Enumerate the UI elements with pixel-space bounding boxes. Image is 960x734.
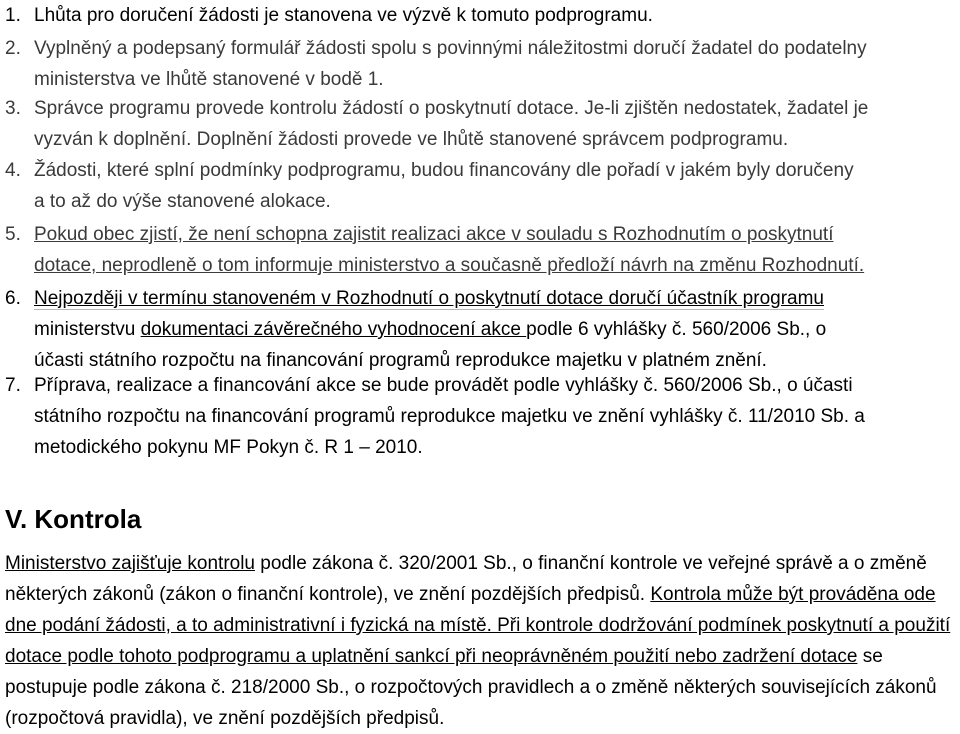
paragraph-text: podle zákona č. 320/2001 Sb., o finanční kontrole ve veřejné správě a o změně některých zákonů (zákon o finanční kontrole), ve znění pozdějších předpisů. xyxy=(5,553,927,605)
item-text-line: státního rozpočtu na financování programů reprodukce majetku ve znění vyhlášky č. 11/2010 Sb. a xyxy=(34,406,865,427)
paragraph-text: se postupuje podle zákona č. 218/2000 Sb., o rozpočtových pravidlech a o změně některých souvisejících zákonů (rozpočtová pravidla), ve znění pozdějších předpisů. xyxy=(5,646,937,729)
item-text-line xyxy=(34,283,960,314)
paragraph-underlined-lead: Ministerstvo zajišťuje kontrolu xyxy=(5,553,255,574)
paragraph-underlined-text: Kontrola může být prováděna ode dne podání žádosti, a to administrativní i fyzická na místě. Při kontrole dodržování podmínek poskytnutí a použití dotace podle tohoto podprogramu a uplatnění sankcí při neoprávněném použití nebo zadržení dotace xyxy=(5,584,951,667)
item-text-line: Lhůta pro doručení žádosti je stanovena ve výzvě k tomuto podprogramu. xyxy=(34,5,653,26)
item-text-line: Příprava, realizace a financování akce se bude provádět podle vyhlášky č. 560/2006 Sb., o účasti xyxy=(34,375,853,396)
item-text-line: vyzván k doplnění. Doplnění žádosti provede ve lhůtě stanovené správcem podprogramu. xyxy=(34,129,789,150)
list-item-1 xyxy=(0,0,960,31)
list-item-5 xyxy=(0,219,960,281)
list-item-6 xyxy=(0,283,960,376)
item-number: 1. xyxy=(5,5,21,26)
item-text-line: účasti státního rozpočtu na financování programů reprodukce majetku v platném znění. xyxy=(34,350,767,371)
list-item-7 xyxy=(0,370,960,463)
item-text-line: dotace, neprodleně o tom informuje ministerstvo a současně předloží návrh na změnu Rozhodnutí. xyxy=(34,255,865,276)
item-number: 6. xyxy=(5,288,21,309)
item-text-line: Pokud obec zjistí, že není schopna zajistit realizaci akce v souladu s Rozhodnutím o poskytnutí xyxy=(34,224,834,245)
item-text-line xyxy=(34,314,960,345)
item-number: 4. xyxy=(5,160,21,181)
item-6-underlined-text: Nejpozději v termínu stanoveném v Rozhodnutí o poskytnutí dotace doručí účastník programu xyxy=(34,288,824,309)
item-text-line: ministerstva ve lhůtě stanovené v bodě 1. xyxy=(34,69,384,90)
list-item-2 xyxy=(0,33,960,95)
item-6-text: ministerstvu xyxy=(34,319,141,340)
item-number: 7. xyxy=(5,375,21,396)
section-heading: V. Kontrola xyxy=(5,504,142,534)
item-text-line: metodického pokynu MF Pokyn č. R 1 – 2010. xyxy=(34,437,423,458)
item-6-text: podle xyxy=(526,319,578,340)
item-6-text: , o xyxy=(805,319,827,340)
control-paragraph xyxy=(5,548,957,734)
item-number: 3. xyxy=(5,98,21,119)
item-text-line: Vyplněný a podepsaný formulář žádosti spolu s povinnými náležitostmi doručí žadatel do podatelny xyxy=(34,38,867,59)
item-number: 5. xyxy=(5,224,21,245)
item-number: 2. xyxy=(5,38,21,59)
item-text-line: a to až do výše stanovené alokace. xyxy=(34,191,331,212)
item-text-line: Správce programu provede kontrolu žádostí o poskytnutí dotace. Je-li zjištěn nedostatek, žadatel je xyxy=(34,98,869,119)
item-text-line: Žádosti, které splní podmínky podprogramu, budou financovány dle pořadí v jakém byly doručeny xyxy=(34,160,854,181)
item-6-decree-text: 6 vyhlášky č. 560/2006 Sb. xyxy=(577,319,806,340)
list-item-4 xyxy=(0,155,960,217)
list-item-3 xyxy=(0,93,960,155)
item-6-document-link-text: dokumentaci závěrečného vyhodnocení akce xyxy=(140,319,527,340)
